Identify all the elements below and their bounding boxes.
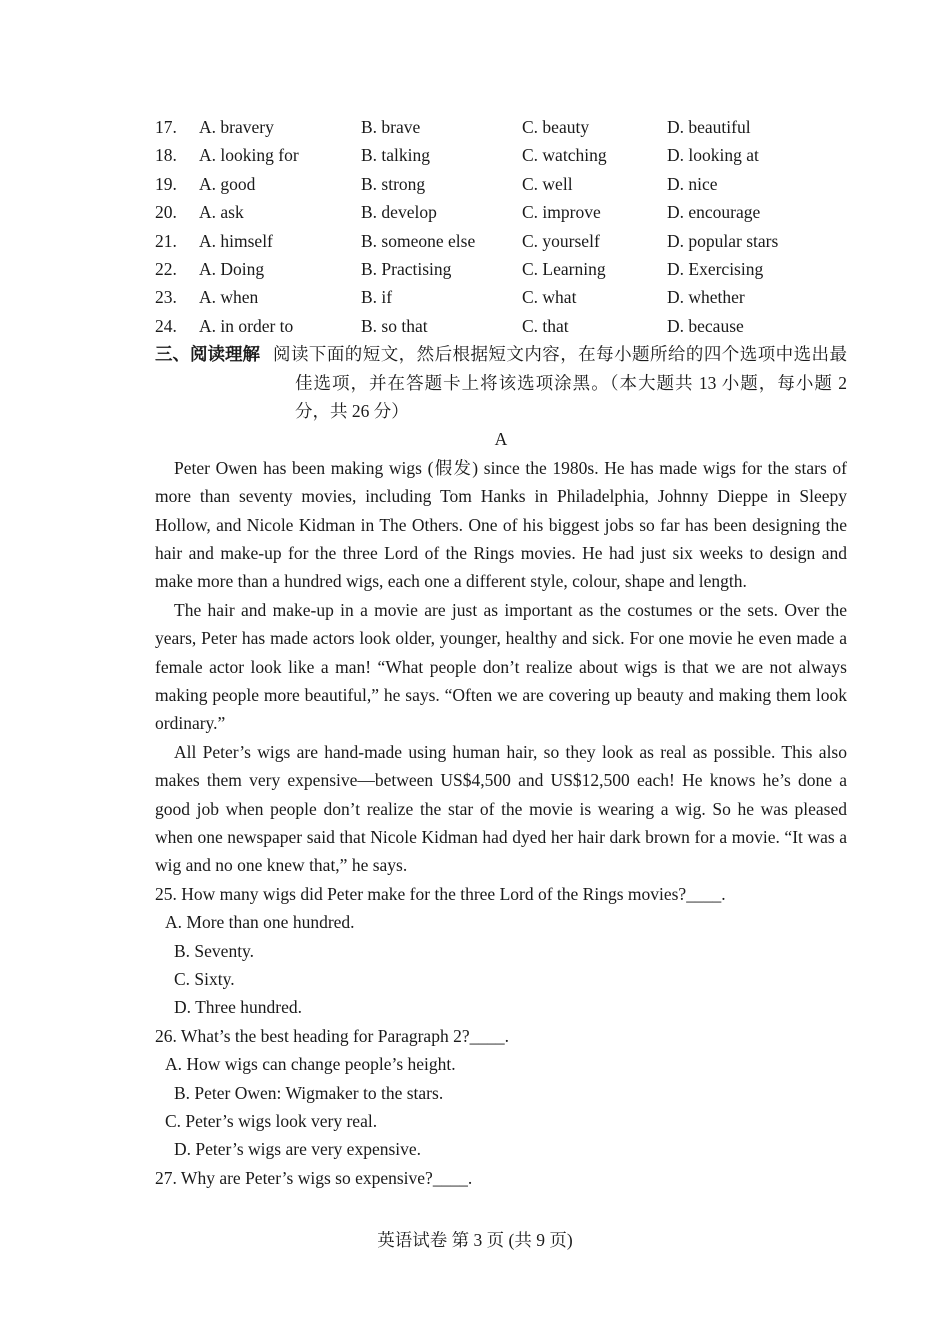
option-row [155, 141, 847, 169]
question-number: 18. [155, 145, 177, 166]
option-c: C. Learning [522, 258, 606, 279]
answer-option: B. Peter Owen: Wigmaker to the stars. [174, 1082, 444, 1103]
exam-page [155, 113, 847, 1192]
option-row [155, 255, 847, 283]
answer-option: A. More than one hundred. [165, 912, 355, 933]
answer-option: D. Three hundred. [174, 997, 302, 1018]
passage-paragraph: All Peter’s wigs are hand-made using human hair, so they look as real as possible. This also makes them very expensive—between US$4,500 and US$12,500 each! He knows he’s done a good job when people don’t realize the star of the movie is wearing a wig. So he was pleased when one newspaper said that Nicole Kidman had dyed her hair dark brown for a movie. “It was a wig and no one knew that,” he says. [155, 741, 847, 876]
option-row [155, 170, 847, 198]
option-a: A. when [199, 287, 259, 308]
option-b: B. brave [361, 117, 421, 137]
answer-option: C. Peter’s wigs look very real. [165, 1111, 378, 1132]
option-d: D. nice [667, 173, 718, 194]
question-number: 23. [155, 287, 177, 308]
option-b: B. so that [361, 315, 428, 336]
question-number: 24. [155, 315, 177, 336]
option-row [155, 227, 847, 255]
option-c: C. what [522, 287, 577, 308]
option-b: B. Practising [361, 258, 452, 279]
option-c: C. improve [522, 202, 601, 223]
answer-option: A. How wigs can change people’s height. [165, 1054, 456, 1075]
passage-paragraph: The hair and make-up in a movie are just as important as the costumes or the sets. Over the years, Peter has made actors look older, younger, healthy and sick. For one movie he even made a female actor look like a man! “What people don’t realize about wigs is that we are not always making people more beautiful,” he says. “Often we are covering up beauty and making them look ordinary.” [155, 599, 847, 734]
option-d: D. popular stars [667, 230, 779, 251]
option-d: D. encourage [667, 202, 761, 223]
section-heading [155, 340, 847, 425]
option-b: B. someone else [361, 230, 476, 251]
question-stem: 26. What’s the best heading for Paragraph 2?____. [155, 1025, 509, 1046]
option-a: A. looking for [199, 145, 299, 166]
question-stem: 25. How many wigs did Peter make for the three Lord of the Rings movies?____. [155, 883, 726, 904]
option-c: C. well [522, 173, 573, 194]
option-b: B. if [361, 287, 393, 308]
option-a: A. himself [199, 230, 273, 251]
question-number: 17. [155, 117, 177, 137]
answer-option: C. Sixty. [174, 969, 235, 990]
option-d: D. Exercising [667, 258, 764, 279]
option-a: A. Doing [199, 258, 265, 279]
passage-paragraph: Peter Owen has been making wigs (假发) since the 1980s. He has made wigs for the stars of more than seventy movies, including Tom Hanks in Philadelphia, Johnny Dieppe in Sleepy Hollow, and Nicole Kidman in The Others. One of his biggest jobs so far has been designing the hair and make-up for the three Lord of the Rings movies. He had just six weeks to design and make more than a hundred wigs, each one a different style, colour, shape and length. [155, 457, 847, 592]
option-c: C. beauty [522, 117, 590, 137]
option-a: A. good [199, 173, 256, 194]
options-table [155, 113, 847, 340]
question-number: 22. [155, 258, 177, 279]
passage-title: A [494, 429, 508, 450]
option-row [155, 283, 847, 311]
option-d: D. because [667, 315, 744, 336]
answer-option: D. Peter’s wigs are very expensive. [174, 1139, 422, 1160]
option-c: C. that [522, 315, 569, 336]
question-number: 19. [155, 173, 177, 194]
section-instructions: 阅读下面的短文，然后根据短文内容，在每小题所给的四个选项中选出最佳选项，并在答题卡上将该选项涂黑。（本大题共 13 小题，每小题 2 分，共 26 分） [273, 344, 847, 421]
option-b: B. develop [361, 202, 437, 223]
question-stem: 27. Why are Peter’s wigs so expensive?____. [155, 1167, 473, 1188]
option-b: B. talking [361, 145, 431, 166]
option-b: B. strong [361, 173, 426, 194]
section-title: 三、阅读理解 [155, 344, 260, 365]
option-c: C. watching [522, 145, 607, 166]
option-row [155, 113, 847, 141]
option-row [155, 198, 847, 226]
option-d: D. whether [667, 287, 745, 308]
option-c: C. yourself [522, 230, 600, 251]
option-d: D. beautiful [667, 117, 751, 137]
option-a: A. ask [199, 202, 244, 223]
question-number: 20. [155, 202, 177, 223]
option-a: A. bravery [199, 117, 274, 137]
option-a: A. in order to [199, 315, 294, 336]
option-row [155, 312, 847, 340]
answer-option: B. Seventy. [174, 940, 255, 961]
page-footer: 英语试卷 第 3 页 (共 9 页) [377, 1230, 573, 1250]
option-d: D. looking at [667, 145, 759, 166]
question-number: 21. [155, 230, 177, 251]
